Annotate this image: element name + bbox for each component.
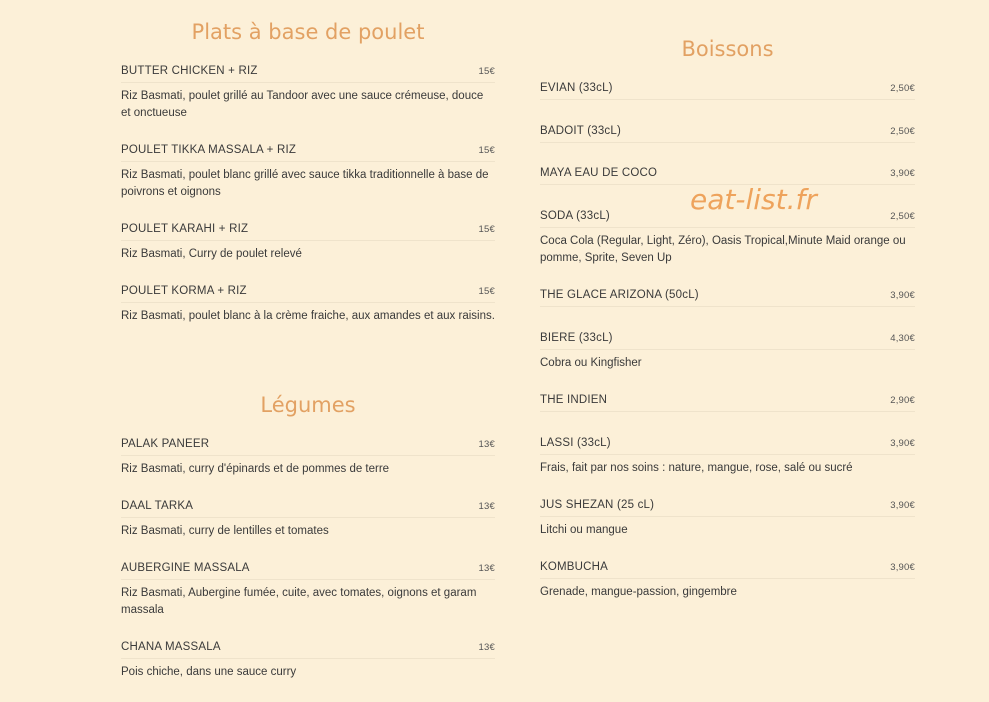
item-price: 4,30€ (890, 333, 915, 344)
item-description: Frais, fait par nos soins : nature, mangue, rose, salé ou sucré (540, 462, 853, 474)
item-price: 15€ (478, 66, 495, 77)
item-price: 15€ (478, 224, 495, 235)
menu-item (121, 60, 495, 122)
item-price: 2,50€ (890, 126, 915, 137)
menu-item (540, 432, 915, 477)
menu-item (540, 494, 915, 539)
item-description: Pois chiche, dans une sauce curry (121, 666, 297, 678)
menu-item (540, 556, 915, 601)
item-description: Grenade, mangue-passion, gingembre (540, 586, 737, 598)
item-description: Riz Basmati, poulet blanc à la crème fraiche, aux amandes et aux raisins. (121, 310, 495, 322)
item-price: 13€ (478, 439, 495, 450)
item-description: Cobra ou Kingfisher (540, 357, 642, 369)
item-description: Riz Basmati, poulet blanc grillé avec sauce tikka traditionnelle à base de poivrons et oignons (121, 169, 489, 198)
item-name: BADOIT (33cL) (540, 125, 621, 137)
item-name: BUTTER CHICKEN + RIZ (121, 65, 258, 77)
item-price: 2,50€ (890, 211, 915, 222)
item-name: POULET KARAHI + RIZ (121, 223, 249, 235)
item-price: 2,90€ (890, 395, 915, 406)
menu-item (121, 433, 495, 478)
item-price: 3,90€ (890, 168, 915, 179)
watermark-text: eat-list.fr (690, 183, 817, 216)
menu-item (540, 389, 915, 412)
item-description: Riz Basmati, Aubergine fumée, cuite, avec tomates, oignons et garam massala (121, 587, 477, 616)
menu-item (121, 280, 495, 325)
item-price: 15€ (478, 145, 495, 156)
section-title-boissons: Boissons (681, 37, 774, 61)
item-description: Riz Basmati, poulet grillé au Tandoor avec une sauce crémeuse, douce et onctueuse (121, 90, 484, 119)
item-price: 2,50€ (890, 83, 915, 94)
item-description: Riz Basmati, curry de lentilles et tomates (121, 525, 329, 537)
item-name: JUS SHEZAN (25 cL) (540, 499, 655, 511)
section-title-poulet: Plats à base de poulet (191, 20, 425, 44)
item-description: Litchi ou mangue (540, 524, 628, 536)
menu-item (540, 327, 915, 372)
menu-item (540, 162, 915, 185)
item-name: POULET TIKKA MASSALA + RIZ (121, 144, 297, 156)
item-name: SODA (33cL) (540, 210, 610, 222)
item-name: POULET KORMA + RIZ (121, 285, 247, 297)
item-price: 13€ (478, 563, 495, 574)
item-price: 3,90€ (890, 438, 915, 449)
item-name: CHANA MASSALA (121, 641, 221, 653)
item-description: Riz Basmati, Curry de poulet relevé (121, 248, 302, 260)
item-name: THE GLACE ARIZONA (50cL) (540, 289, 699, 301)
item-price: 3,90€ (890, 290, 915, 301)
menu-item (540, 77, 915, 100)
item-price: 13€ (478, 501, 495, 512)
item-name: EVIAN (33cL) (540, 82, 613, 94)
menu-item (540, 120, 915, 143)
item-name: AUBERGINE MASSALA (121, 562, 250, 574)
item-description: Coca Cola (Regular, Light, Zéro), Oasis Tropical,Minute Maid orange ou pomme, Sprite, Seven Up (540, 235, 906, 264)
menu-item (121, 636, 495, 681)
item-name: KOMBUCHA (540, 561, 609, 573)
item-price: 3,90€ (890, 562, 915, 573)
item-price: 15€ (478, 286, 495, 297)
item-name: LASSI (33cL) (540, 437, 611, 449)
item-name: DAAL TARKA (121, 500, 194, 512)
menu-item (121, 218, 495, 263)
item-name: PALAK PANEER (121, 438, 210, 450)
item-price: 13€ (478, 642, 495, 653)
menu-item (540, 284, 915, 307)
menu-item (121, 557, 495, 619)
item-name: MAYA EAU DE COCO (540, 167, 658, 179)
menu-item (121, 495, 495, 540)
item-price: 3,90€ (890, 500, 915, 511)
menu-item (121, 139, 495, 201)
item-description: Riz Basmati, curry d'épinards et de pommes de terre (121, 463, 390, 475)
item-name: BIERE (33cL) (540, 332, 613, 344)
item-name: THE INDIEN (540, 394, 608, 406)
section-title-legumes: Légumes (260, 393, 356, 417)
